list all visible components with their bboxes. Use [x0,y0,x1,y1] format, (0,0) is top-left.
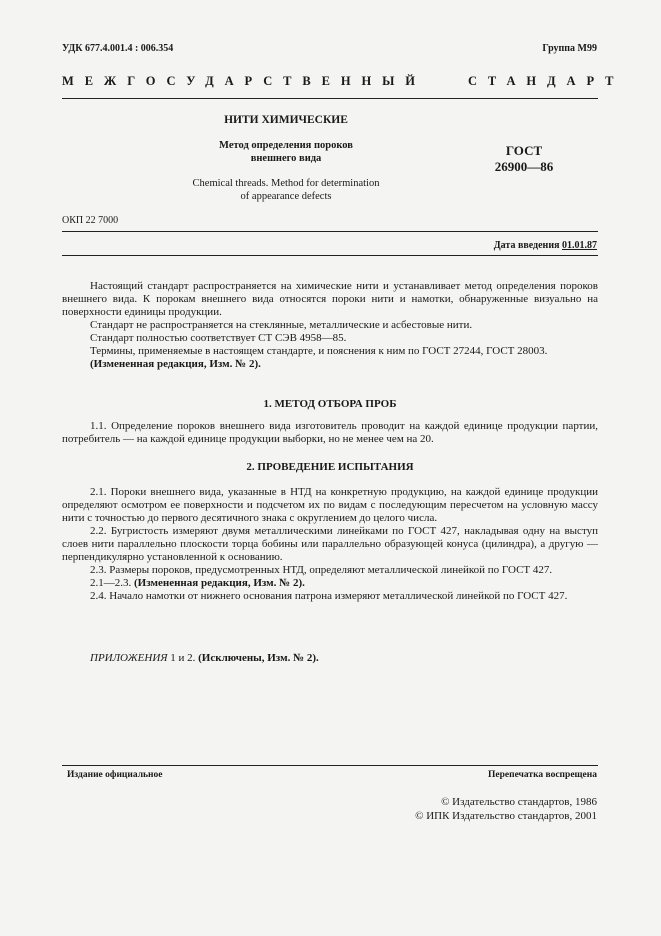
introduction-date-value: 01.01.87 [562,240,597,251]
section-testing-body [62,486,598,603]
intro-paragraph: Термины, применяемые в настоящем стандарте, и пояснения к ним по ГОСТ 27244, ГОСТ 28003. [90,345,548,357]
reprint-prohibited: Перепечатка воспрещена [487,770,597,780]
appendix-note [62,652,598,665]
section-paragraph [62,577,598,590]
section-heading-testing: 2. ПРОВЕДЕНИЕ ИСПЫТАНИЯ [246,461,414,473]
intro-section [62,280,598,371]
official-edition: Издание официальное [67,770,163,780]
appendix-numbers: 1 и 2. [167,652,199,664]
okp-code: ОКП 22 7000 [62,215,119,226]
section-heading-sampling: 1. МЕТОД ОТБОРА ПРОБ [263,398,397,410]
okp-rule [62,231,598,232]
english-title-line2: of appearance defects [240,191,332,202]
interstate-standard-banner: МЕЖГОСУДАРСТВЕННЫЙ СТАНДАРТ [62,74,625,88]
intro-paragraph: Настоящий стандарт распространяется на химические нити и устанавливает метод определения пороков внешнего вида. К порокам внешнего вида относятся пороки нити и намотки, обнаруженные визуально на поверхности единицы продукции. [62,280,598,318]
gost-label: ГОСТ [505,143,543,158]
english-title [62,177,510,203]
copyright-1986: © Издательство стандартов, 1986 [441,796,597,808]
introduction-date [494,240,597,251]
intro-paragraph: Стандарт не распространяется на стеклянные, металлические и асбестовые нити. [90,319,473,331]
copyright-2001: © ИПК Издательство стандартов, 2001 [415,810,597,822]
english-title-line1: Chemical threads. Method for determination [192,178,380,189]
section-paragraph: 2.1. Пороки внешнего вида, указанные в НТД на конкретную продукцию, на каждой единице продукции определяют осмотром ее поверхности и подсчетом их по видам с последующим пересчетом на условную массу нити с точностью до первого десятичного знака с округлением до целого числа. [62,486,598,524]
appendix-label: ПРИЛОЖЕНИЯ [90,652,168,664]
udk-code: УДК 677.4.001.4 : 006.354 [62,43,174,54]
amendment-note: (Измененная редакция, Изм. № 2). [134,577,305,589]
method-title-line1: Метод определения пороков [219,140,353,151]
introduction-date-label: Дата введения [493,240,560,251]
method-title-line2: внешнего вида [250,153,322,164]
document-title: НИТИ ХИМИЧЕСКИЕ [224,114,348,126]
appendix-excluded: (Исключены, Изм. № 2). [198,652,319,664]
section-paragraph: 1.1. Определение пороков внешнего вида изготовитель проводит на каждой единице продукции партии, потребитель — на каждой единице продукции выборки, но не менее чем на 20. [62,420,598,445]
amendment-note: (Измененная редакция, Изм. № 2). [90,358,261,370]
appendix-paragraph [62,652,598,665]
section-sampling-body [62,420,598,446]
amendment-range: 2.1—2.3. [90,577,132,589]
group-code: Группа М99 [542,43,597,54]
footer-rule [62,765,598,766]
gost-number [484,143,564,175]
header-rule [62,98,598,99]
section-paragraph: 2.4. Начало намотки от нижнего основания патрона измеряют металлической линейкой по ГОСТ 427. [90,590,568,602]
method-title [62,139,510,165]
intro-paragraph: Стандарт полностью соответствует СТ СЭВ 4958—85. [90,332,347,344]
gost-designation: 26900—86 [494,159,554,174]
section-paragraph: 2.2. Бугристость измеряют двумя металлическими линейками по ГОСТ 427, накладывая одну на выступ слоев нити параллельно плоскости торца бобины или параллельно образующей конуса (цилиндра), а другую — перпендикулярно установленной к основанию. [62,525,598,563]
date-rule [62,255,598,256]
section-paragraph: 2.3. Размеры пороков, предусмотренных НТД, определяют металлической линейкой по ГОСТ 427. [90,564,553,576]
